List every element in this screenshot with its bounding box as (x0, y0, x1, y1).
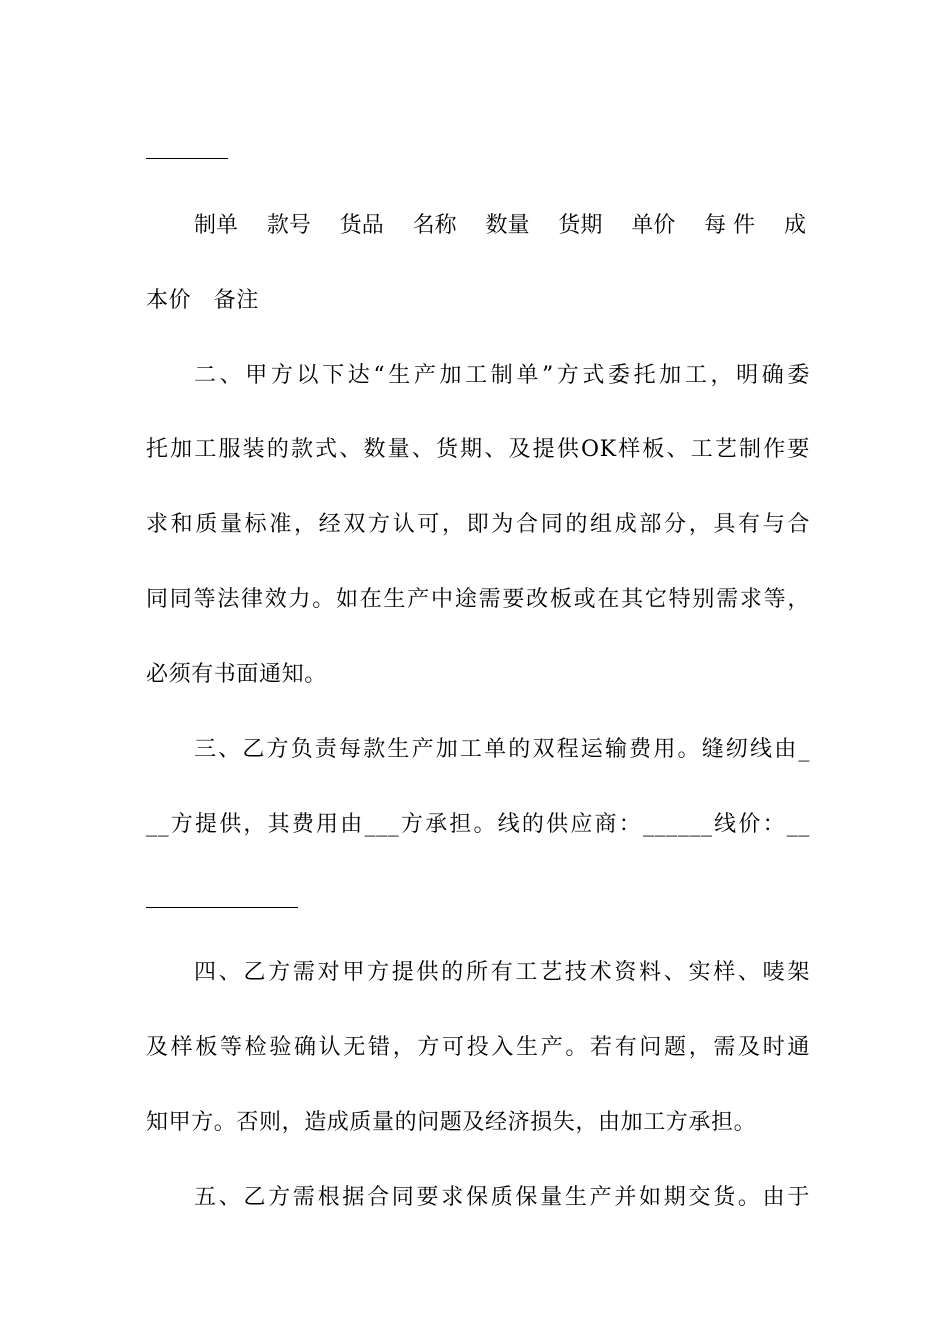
blank-underline-top (146, 158, 228, 159)
clause-3-line-2: __方提供，其费用由___方承担。线的供应商：______线价：__ (146, 812, 810, 837)
field-label: 款号 (266, 213, 311, 238)
clause-3-line-1: 三、乙方负责每款生产加工单的双程运输费用。缝纫线由_ (194, 737, 810, 762)
clause-2-line-2: 托加工服装的款式、数量、货期、及提供OK样板、工艺制作要 (146, 437, 810, 462)
clause-2-line-5: 必须有书面通知。 (146, 662, 327, 687)
clause-2-line-3: 求和质量标准，经双方认可，即为合同的组成部分，具有与合 (146, 512, 810, 537)
clause-4-line-1: 四、乙方需对甲方提供的所有工艺技术资料、实样、唛架 (194, 960, 810, 985)
field-label: 货期 (558, 213, 603, 238)
clause-4-line-2: 及样板等检验确认无错，方可投入生产。若有问题，需及时通 (146, 1035, 810, 1060)
field-label: 成 (783, 213, 806, 238)
field-label: 数量 (485, 213, 530, 238)
field-label: 单价 (631, 213, 676, 238)
clause-5-line-1: 五、乙方需根据合同要求保质保量生产并如期交货。由于 (194, 1185, 810, 1210)
clause-4-line-3: 知甲方。否则，造成质量的问题及经济损失，由加工方承担。 (146, 1110, 757, 1135)
clause-2-line-4: 同同等法律效力。如在生产中途需要改板或在其它特别需求等， (146, 587, 810, 612)
field-label: 制单 (194, 213, 239, 238)
order-fields-row-continued: 本价 备注 (146, 288, 260, 313)
field-label: 每 件 (704, 213, 756, 238)
field-label: 货品 (339, 213, 384, 238)
blank-underline-price (146, 907, 298, 908)
order-fields-row (194, 211, 806, 241)
field-label: 名称 (412, 213, 457, 238)
clause-2-line-1: 二、甲方以下达“生产加工制单”方式委托加工，明确委 (194, 363, 810, 388)
